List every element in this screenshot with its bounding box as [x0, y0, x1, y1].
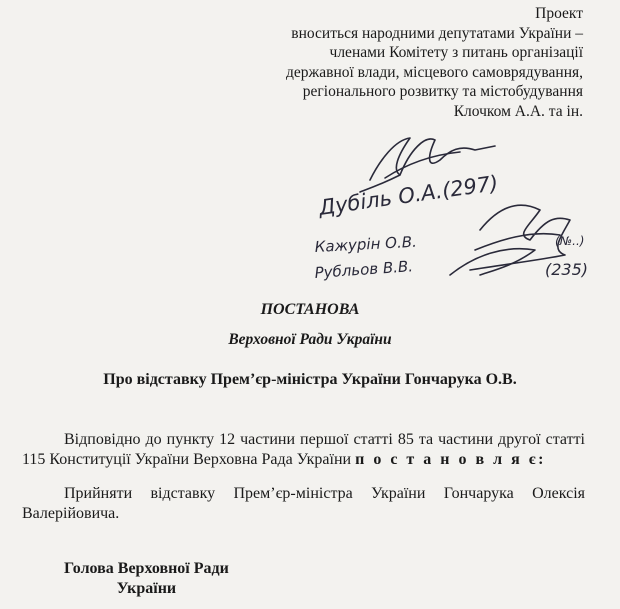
chairman-title-line-2: України: [116, 580, 177, 597]
document-subtitle: Верховної Ради України: [228, 331, 392, 348]
resolution-text: Прийняти відставку Прем’єр-міністра України Гончарука Олексія Валерійовича.: [22, 485, 585, 522]
chairman-signoff: [64, 559, 229, 599]
preamble-paragraph: [22, 430, 585, 470]
resolution-subject: Про відставку Прем’єр-міністра України Гончарука О.В.: [103, 371, 517, 388]
document-title: ПОСТАНОВА: [260, 301, 360, 318]
decides-emphasis: п о с т а н о в л я є:: [355, 451, 547, 468]
committee-line-3: регіонального розвитку та містобудування: [302, 83, 583, 100]
chairman-title-line-1: Голова Верховної Ради: [64, 560, 229, 577]
resolution-paragraph: [22, 484, 585, 524]
draft-header: [223, 4, 583, 121]
signature-line-2: Кажурін О.В.: [314, 232, 418, 256]
signature-line-3-number: (235): [545, 260, 589, 279]
signature-line-3: Рубльов В.В.: [314, 257, 414, 282]
committee-line-2: державної влади, місцевого самоврядування,: [286, 63, 583, 81]
signature-line-1: Дубіль О.А.(297): [317, 171, 500, 220]
signature-line-2-number: (№..): [555, 234, 585, 248]
author-line: Клочком А.А. та ін.: [453, 102, 583, 120]
preamble-text: Відповідно до пункту 12 частини першої статті 85 та частини другої статті 115 Конституції України Верховна Рада України: [22, 431, 585, 468]
committee-line-1: членами Комітету з питань організації: [329, 44, 583, 61]
handwritten-signatures: [300, 120, 600, 300]
draft-label: Проект: [535, 5, 583, 22]
submitted-by-line: вноситься народними депутатами України –: [291, 24, 583, 42]
